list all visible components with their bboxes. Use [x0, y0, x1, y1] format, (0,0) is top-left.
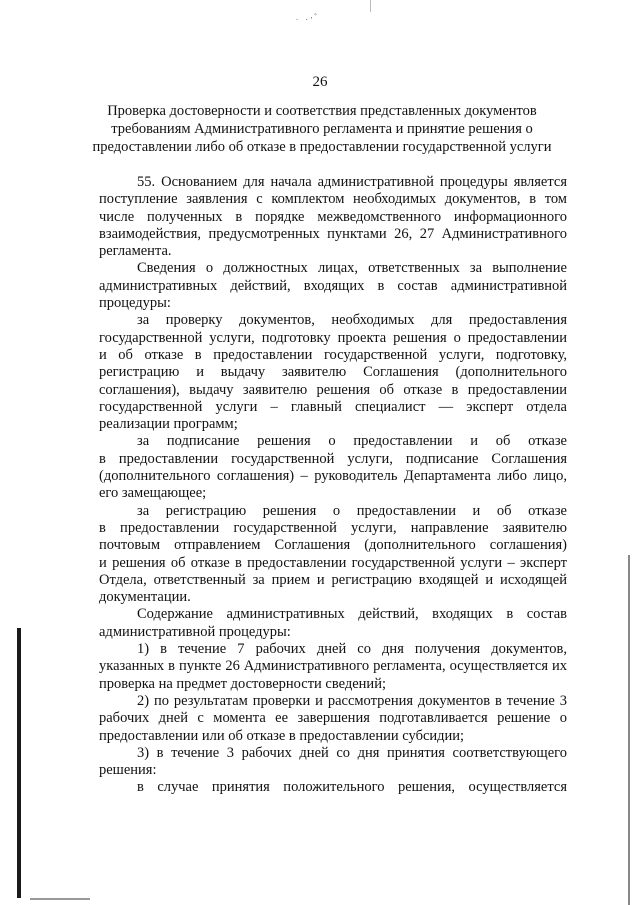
paragraph-line: и решения об отказе в предоставлении государственной услуги – эксперт: [99, 554, 567, 571]
paragraph-line: государственной услуги – главный специалист — эксперт отдела: [99, 398, 567, 415]
paragraph-line: указанных в пункте 26 Административного регламента, осуществляется их: [99, 658, 567, 675]
paragraph-line: Сведения о должностных лицах, ответственных за выполнение: [137, 260, 567, 277]
heading-line: требованиям Административного регламента и принятие решения о: [111, 121, 533, 137]
paragraph: [99, 745, 567, 780]
paragraph: [99, 260, 567, 312]
paragraph-line: числе полученных в порядке межведомственного информационного: [99, 208, 567, 225]
paragraph-line: документации.: [99, 589, 191, 606]
paragraph-line: почтовым отправлением Соглашения (дополнительного соглашения): [99, 537, 567, 554]
page-number: 26: [312, 74, 328, 90]
paragraph-line: за регистрацию решения о предоставлении и об отказе: [137, 502, 567, 519]
paragraph-line: и об отказе в предоставлении государственной услуги, подготовку,: [99, 346, 567, 363]
paragraph-line: рабочих дней с момента ее завершения подготавливается решение о: [99, 710, 567, 727]
paragraph-line: государственной услуги, подготовку проекта решения о предоставлении: [99, 329, 567, 346]
paragraph: [99, 174, 567, 260]
paragraph-line: 3) в течение 3 рабочих дней со дня принятия соответствующего: [137, 744, 567, 761]
scan-artifact-specks: ˙ ·‧˚: [294, 11, 321, 27]
heading-line: Проверка достоверности и соответствия представленных документов: [107, 103, 537, 119]
paragraph: [99, 606, 567, 641]
paragraph-line: взаимодействия, предусмотренных пунктами 26, 27 Административного: [99, 225, 567, 242]
paragraph-line: его замещающее;: [99, 485, 207, 502]
paragraph-line: 1) в течение 7 рабочих дней со дня получения документов,: [137, 641, 567, 658]
scan-edge-shadow-right: [628, 555, 630, 905]
paragraph-line: Содержание административных действий, входящих в состав: [137, 606, 567, 623]
scan-edge-mark-bottom: [30, 898, 90, 900]
paragraph: [99, 641, 567, 693]
heading-line: предоставлении либо об отказе в предоставлении государственной услуги: [92, 139, 552, 155]
paragraph-line: в случае принятия положительного решения, осуществляется: [137, 779, 567, 796]
paragraph-line: проверка на предмет достоверности сведений;: [99, 675, 386, 692]
paragraph-line: в предоставлении государственной услуги, подписание Соглашения: [99, 450, 567, 467]
paragraph-line: регистрацию и выдачу заявителю Соглашения (дополнительного: [99, 364, 567, 381]
paragraph-line: предоставлении или об отказе в предоставлении субсидии;: [99, 727, 465, 744]
paragraph-line: Отдела, ответственный за прием и регистрацию входящей и исходящей: [99, 571, 567, 588]
paragraph-line: административной процедуры:: [99, 623, 291, 640]
paragraph-line: 2) по результатам проверки и рассмотрения документов в течение 3: [137, 692, 567, 709]
paragraph-line: 55. Основанием для начала административной процедуры является: [137, 174, 567, 190]
section-heading: [92, 102, 552, 156]
paragraph: [99, 779, 567, 796]
paragraph-line: соглашения), выдачу заявителю решения об отказе в предоставлении: [99, 381, 567, 398]
paragraph-line: реализации программ;: [99, 416, 238, 433]
paragraph-line: за проверку документов, необходимых для предоставления: [137, 312, 567, 329]
paragraph-line: в предоставлении государственной услуги, направление заявителю: [99, 519, 567, 536]
paragraph: [99, 503, 567, 607]
scan-edge-shadow-left: [17, 628, 21, 898]
document-body: [99, 174, 567, 797]
paragraph-line: решения:: [99, 762, 157, 779]
paragraph: [99, 312, 567, 433]
paragraph: [99, 693, 567, 745]
scan-artifact-tick: [370, 0, 371, 12]
paragraph: [99, 433, 567, 502]
paragraph-line: (дополнительного соглашения) – руководитель Департамента либо лицо,: [99, 468, 567, 485]
paragraph-line: административных действий, входящих в состав административной: [99, 277, 567, 294]
paragraph-line: процедуры:: [99, 295, 171, 312]
paragraph-line: поступление заявления с комплектом необходимых документов, в том: [99, 191, 567, 208]
paragraph-line: за подписание решения о предоставлении и об отказе: [137, 433, 567, 450]
paragraph-line: регламента.: [99, 243, 172, 260]
